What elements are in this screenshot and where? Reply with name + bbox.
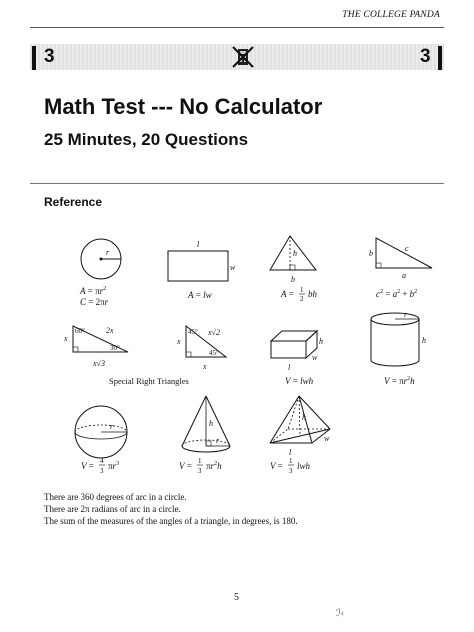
circle-r-label: r — [106, 248, 110, 257]
triangle-30-60-90 — [63, 326, 128, 368]
pyr-h-label: h — [302, 413, 306, 422]
triangle-area-formula: A = — [281, 289, 294, 299]
triangle-figure — [270, 236, 318, 303]
fact-triangle-angles: The sum of the measures of the angles of a triangle, in degrees, is 180. — [44, 516, 298, 526]
rectangle-figure — [168, 240, 236, 300]
cyl-h-label: h — [422, 336, 426, 345]
rect-l-label: l — [197, 240, 200, 249]
t3060-30-label: 30° — [110, 344, 120, 352]
page-subtitle: 25 Minutes, 20 Questions — [44, 130, 249, 149]
svg-text:1: 1 — [289, 457, 293, 465]
circle-figure — [79, 239, 121, 307]
cone-volume-formula: V = — [179, 461, 192, 471]
t3060-60-label: 60° — [75, 327, 85, 335]
circle-circumference-formula: C = 2πr — [80, 297, 109, 307]
t3060-x3-label: x√3 — [93, 359, 105, 368]
box-w-label: w — [312, 353, 318, 362]
pyth-a-label: a — [402, 271, 406, 280]
t45-angle-a: 45° — [188, 328, 198, 336]
svg-text:1: 1 — [300, 286, 304, 294]
pyr-l-label: l — [289, 448, 292, 457]
pythagorean-figure — [369, 238, 432, 299]
tri-b-label: b — [291, 275, 295, 284]
pyramid-figure — [270, 396, 330, 475]
pythagorean-formula: $c^2 = a^2 + b^2$ — [376, 289, 418, 299]
section-number-left: 3 — [44, 46, 55, 67]
cone-r-label: r — [216, 436, 220, 445]
t45-xr2-label: x√2 — [208, 328, 220, 337]
cone-h-label: h — [209, 419, 213, 428]
t3060-x-label: x — [64, 334, 68, 343]
svg-text:πr3: $\pi r^3$ — [108, 461, 120, 471]
svg-text:πr2h: $\pi r^2h$ — [206, 461, 222, 471]
t45-angle-b: 45° — [209, 349, 219, 357]
t45-x-label: x — [177, 337, 181, 346]
t45-x-bottom-label: x — [203, 362, 207, 371]
rect-area-formula: A = lw — [188, 290, 212, 300]
svg-text:1: 1 — [198, 457, 202, 465]
box-figure — [271, 331, 323, 386]
scan-mark: ℐ‹ — [336, 608, 345, 619]
svg-text:4: 4 — [100, 457, 104, 465]
svg-text:lwh: lwh — [297, 461, 311, 471]
tri-h-label: h — [293, 249, 297, 258]
svg-text:2: 2 — [300, 295, 304, 303]
svg-text:3: 3 — [289, 467, 293, 475]
pyramid-volume-formula: V = — [270, 461, 283, 471]
cone-figure — [179, 396, 230, 475]
page-title: Math Test --- No Calculator — [44, 94, 323, 119]
fact-radians: There are 2π radians of arc in a circle. — [44, 504, 181, 514]
box-volume-formula: V = lwh — [285, 376, 314, 386]
cylinder-figure — [371, 310, 426, 386]
box-l-label: l — [288, 363, 291, 372]
fact-degrees: There are 360 degrees of arc in a circle. — [44, 492, 187, 502]
svg-text:bh: bh — [308, 289, 317, 299]
rect-w-label: w — [230, 263, 236, 272]
pyth-c-label: c — [405, 244, 409, 253]
cyl-r-label: r — [404, 310, 408, 319]
sphere-volume-formula: V = — [81, 461, 94, 471]
sphere-figure — [75, 406, 127, 475]
pyth-b-label: b — [369, 249, 373, 258]
svg-text:3: 3 — [198, 467, 202, 475]
svg-text:3: 3 — [100, 467, 104, 475]
special-triangles-caption: Special Right Triangles — [109, 376, 189, 386]
box-h-label: h — [319, 337, 323, 346]
running-head: THE COLLEGE PANDA — [342, 10, 440, 20]
cylinder-volume-formula: $V = \pi r^2h$ — [384, 376, 415, 386]
pyr-w-label: w — [324, 434, 330, 443]
section-number-right: 3 — [420, 46, 431, 67]
sphere-r-label: r — [110, 422, 114, 431]
reference-heading: Reference — [44, 195, 103, 209]
page-number: 5 — [234, 592, 239, 603]
circle-area-formula: $A = \pi r^2$ — [80, 286, 107, 296]
triangle-45-45-90 — [176, 326, 226, 371]
t3060-2x-label: 2x — [106, 326, 114, 335]
